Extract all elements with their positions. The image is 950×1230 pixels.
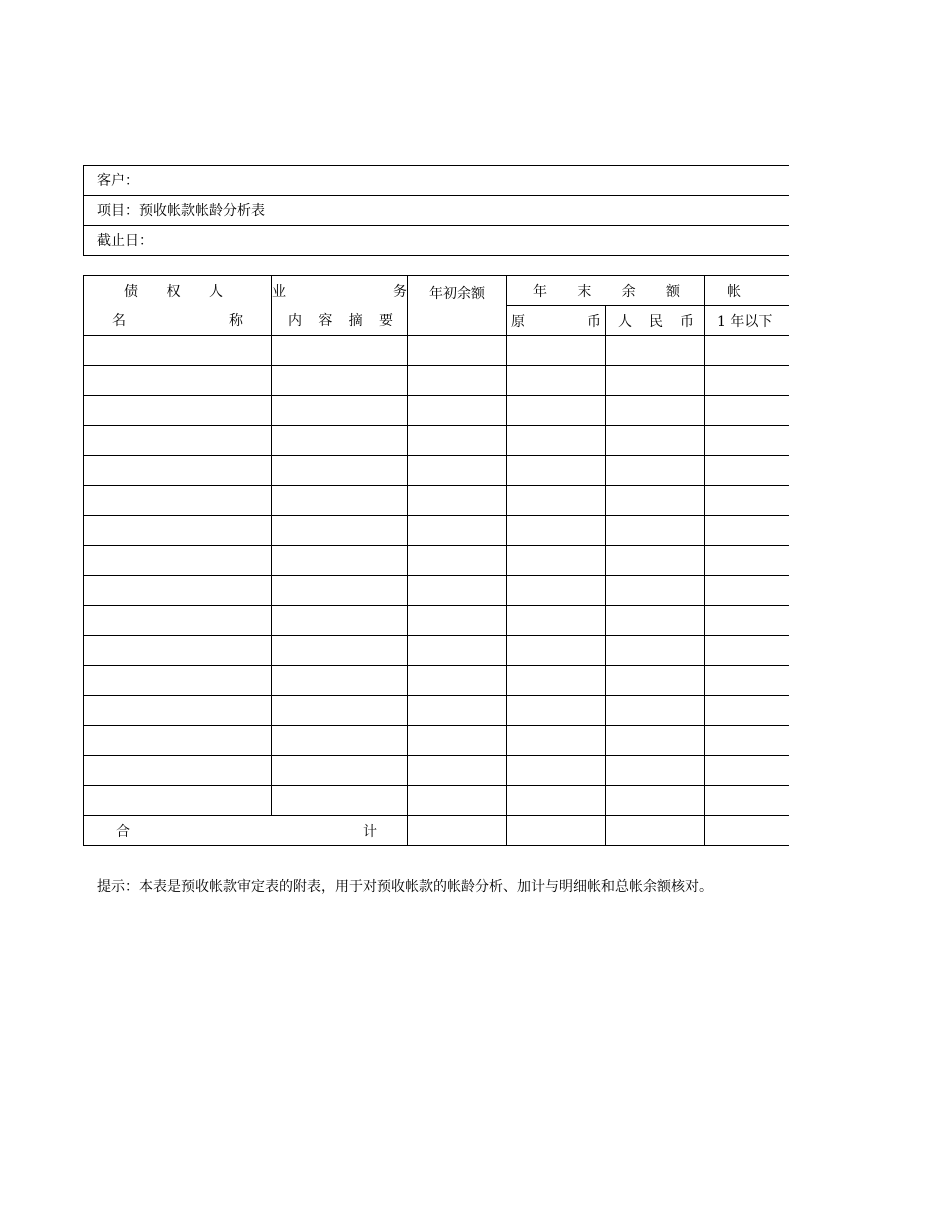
table-row xyxy=(84,696,789,726)
table-row xyxy=(84,576,789,606)
client-row xyxy=(84,166,789,196)
table-cell xyxy=(705,366,789,396)
table-cell xyxy=(408,426,507,456)
table-cell xyxy=(84,636,272,666)
table-cell xyxy=(705,516,789,546)
aging-header-top xyxy=(705,276,789,306)
table-cell xyxy=(272,576,408,606)
table-cell xyxy=(705,486,789,516)
table-cell xyxy=(408,666,507,696)
table-row xyxy=(84,366,789,396)
total-cell xyxy=(408,816,507,846)
table-cell xyxy=(84,456,272,486)
rmb-char-2: 民 xyxy=(649,313,663,330)
table-cell xyxy=(272,336,408,366)
table-cell xyxy=(272,486,408,516)
total-label-cell xyxy=(84,816,408,846)
table-cell xyxy=(507,486,606,516)
table-cell xyxy=(606,576,705,606)
table-cell xyxy=(84,366,272,396)
table-cell xyxy=(606,456,705,486)
table-cell xyxy=(84,696,272,726)
table-cell xyxy=(408,516,507,546)
closing-char-1: 年 xyxy=(533,283,547,300)
original-char-1: 原 xyxy=(511,313,525,330)
note-text: 提示：本表是预收帐款审定表的附表，用于对预收帐款的帐龄分析、加计与明细帐和总帐余额核对。 xyxy=(97,879,713,895)
closing-char-2: 末 xyxy=(577,283,592,300)
table-row xyxy=(84,486,789,516)
table-cell xyxy=(507,786,606,816)
table-cell xyxy=(272,516,408,546)
table-cell xyxy=(507,726,606,756)
closing-char-3: 余 xyxy=(621,283,636,300)
table-cell xyxy=(272,396,408,426)
table-cell xyxy=(84,666,272,696)
table-cell xyxy=(606,606,705,636)
total-char-right: 计 xyxy=(363,823,377,840)
table-cell xyxy=(84,786,272,816)
table-cell xyxy=(507,396,606,426)
table-cell xyxy=(507,756,606,786)
table-cell xyxy=(507,426,606,456)
table-cell xyxy=(408,546,507,576)
creditor-char-2: 权 xyxy=(166,283,181,300)
info-block xyxy=(83,165,789,256)
table-row xyxy=(84,426,789,456)
name-char-1: 名 xyxy=(112,313,126,330)
table-cell xyxy=(408,696,507,726)
summary-char-2: 容 xyxy=(318,313,333,330)
table-cell xyxy=(606,546,705,576)
table-row xyxy=(84,786,789,816)
table-cell xyxy=(408,756,507,786)
table-cell xyxy=(272,636,408,666)
name-char-2: 称 xyxy=(229,313,243,330)
table-cell xyxy=(507,516,606,546)
table-cell xyxy=(507,456,606,486)
rmb-header xyxy=(606,306,705,336)
header-row-1 xyxy=(84,276,789,306)
table-cell xyxy=(84,756,272,786)
business-char-1: 业 xyxy=(272,283,286,300)
table-row xyxy=(84,546,789,576)
table-cell xyxy=(84,726,272,756)
table-cell xyxy=(507,336,606,366)
table-cell xyxy=(408,786,507,816)
cutoff-row xyxy=(84,226,789,256)
total-row xyxy=(84,816,789,846)
project-label: 项目：预收帐款帐龄分析表 xyxy=(97,203,265,219)
total-cell xyxy=(507,816,606,846)
table-cell xyxy=(272,456,408,486)
table-cell xyxy=(705,606,789,636)
table-cell xyxy=(705,786,789,816)
table-cell xyxy=(705,396,789,426)
table-cell xyxy=(507,366,606,396)
table-cell xyxy=(408,606,507,636)
table-row xyxy=(84,456,789,486)
table-cell xyxy=(408,726,507,756)
table-cell xyxy=(507,576,606,606)
aging-table xyxy=(83,275,789,846)
rmb-char-3: 币 xyxy=(680,313,694,330)
table-cell xyxy=(606,786,705,816)
business-header-top xyxy=(272,276,408,306)
table-cell xyxy=(705,636,789,666)
table-cell xyxy=(705,546,789,576)
table-cell xyxy=(606,486,705,516)
original-currency-header xyxy=(507,306,606,336)
table-cell xyxy=(84,426,272,456)
creditor-char-3: 人 xyxy=(209,283,223,300)
table-cell xyxy=(84,576,272,606)
table-row xyxy=(84,516,789,546)
table-cell xyxy=(606,726,705,756)
summary-char-1: 内 xyxy=(288,313,302,330)
table-row xyxy=(84,396,789,426)
summary-char-4: 要 xyxy=(378,313,393,330)
table-cell xyxy=(705,666,789,696)
table-cell xyxy=(606,756,705,786)
table-cell xyxy=(606,426,705,456)
table-cell xyxy=(606,516,705,546)
table-cell xyxy=(705,426,789,456)
table-cell xyxy=(272,426,408,456)
closing-char-4: 额 xyxy=(665,283,680,300)
table-cell xyxy=(705,756,789,786)
original-char-2: 币 xyxy=(587,313,601,330)
table-cell xyxy=(84,606,272,636)
table-cell xyxy=(408,396,507,426)
table-row xyxy=(84,726,789,756)
table-cell xyxy=(408,576,507,606)
table-cell xyxy=(507,666,606,696)
table-cell xyxy=(272,696,408,726)
table-cell xyxy=(272,606,408,636)
table-row xyxy=(84,336,789,366)
opening-balance-label: 年初余额 xyxy=(429,286,485,302)
total-char-left: 合 xyxy=(116,823,130,840)
table-cell xyxy=(705,456,789,486)
table-row xyxy=(84,756,789,786)
table-cell xyxy=(705,576,789,606)
table-cell xyxy=(272,756,408,786)
table-cell xyxy=(272,546,408,576)
table-cell xyxy=(705,336,789,366)
cutoff-label: 截止日： xyxy=(97,233,153,249)
table-cell xyxy=(606,366,705,396)
table-row xyxy=(84,636,789,666)
aging-label: 帐 xyxy=(727,283,741,300)
table-cell xyxy=(408,366,507,396)
table-cell xyxy=(606,396,705,426)
summary-char-3: 摘 xyxy=(348,313,363,330)
table-cell xyxy=(408,486,507,516)
table-cell xyxy=(606,666,705,696)
table-cell xyxy=(84,546,272,576)
table-cell xyxy=(507,546,606,576)
under-1-year-label: 1 年以下 xyxy=(717,313,773,330)
rmb-char-1: 人 xyxy=(618,313,632,330)
business-char-2: 务 xyxy=(393,283,407,300)
table-cell xyxy=(408,336,507,366)
table-cell xyxy=(705,726,789,756)
closing-balance-header xyxy=(507,276,705,306)
table-cell xyxy=(272,666,408,696)
table-cell xyxy=(84,486,272,516)
table-cell xyxy=(507,636,606,666)
creditor-header-top xyxy=(84,276,272,306)
table-cell xyxy=(272,366,408,396)
table-cell xyxy=(84,516,272,546)
client-label: 客户： xyxy=(97,173,139,189)
table-cell xyxy=(606,696,705,726)
table-cell xyxy=(84,396,272,426)
project-row xyxy=(84,196,789,226)
table-cell xyxy=(408,456,507,486)
table-row xyxy=(84,666,789,696)
business-header-bottom xyxy=(272,306,408,336)
total-cell xyxy=(705,816,789,846)
table-cell xyxy=(705,696,789,726)
under-1-year-header xyxy=(705,306,789,336)
opening-balance-header xyxy=(408,276,507,336)
table-cell xyxy=(507,696,606,726)
table-cell xyxy=(408,636,507,666)
total-cell xyxy=(606,816,705,846)
table-cell xyxy=(507,606,606,636)
table-cell xyxy=(606,636,705,666)
creditor-header-bottom xyxy=(84,306,272,336)
table-cell xyxy=(272,786,408,816)
table-cell xyxy=(84,336,272,366)
table-cell xyxy=(606,336,705,366)
table-cell xyxy=(272,726,408,756)
creditor-char-1: 债 xyxy=(124,283,138,300)
table-row xyxy=(84,606,789,636)
